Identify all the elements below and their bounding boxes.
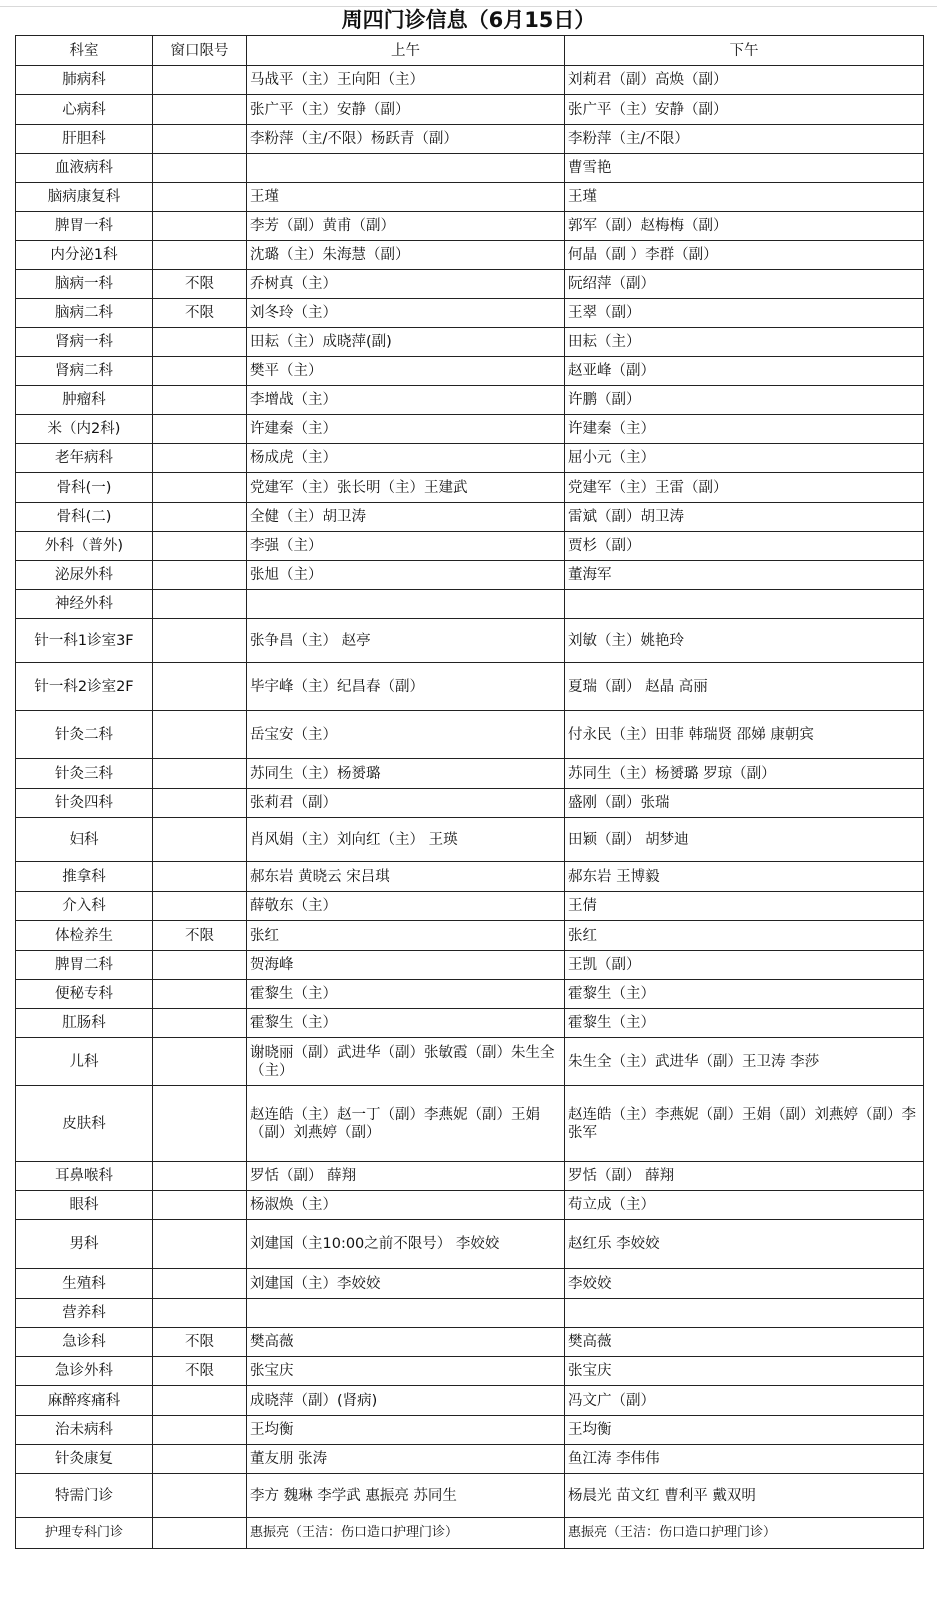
morning-doctors-cell: 王瑾 xyxy=(247,183,565,212)
window-limit-cell xyxy=(153,154,247,183)
afternoon-doctors-cell: 曹雪艳 xyxy=(565,154,924,183)
morning-doctors-cell: 张宝庆 xyxy=(247,1357,565,1386)
afternoon-doctors-cell: 王均衡 xyxy=(565,1416,924,1445)
department-cell: 脑病一科 xyxy=(16,270,153,299)
morning-doctors-cell: 乔树真（主） xyxy=(247,270,565,299)
table-row xyxy=(16,357,924,386)
department-cell: 肛肠科 xyxy=(16,1009,153,1038)
window-limit-cell xyxy=(153,183,247,212)
morning-doctors-cell: 张莉君（副） xyxy=(247,789,565,818)
window-limit-cell xyxy=(153,328,247,357)
morning-doctors-cell: 杨淑焕（主） xyxy=(247,1191,565,1220)
department-cell: 肾病二科 xyxy=(16,357,153,386)
department-cell: 针灸康复 xyxy=(16,1445,153,1474)
department-cell: 便秘专科 xyxy=(16,980,153,1009)
table-row xyxy=(16,951,924,980)
table-row xyxy=(16,299,924,328)
table-row xyxy=(16,328,924,357)
table-row xyxy=(16,1357,924,1386)
table-row xyxy=(16,759,924,789)
morning-doctors-cell: 李增战（主） xyxy=(247,386,565,415)
department-cell: 营养科 xyxy=(16,1299,153,1328)
window-limit-cell xyxy=(153,1474,247,1518)
window-limit-cell xyxy=(153,892,247,921)
window-limit-cell: 不限 xyxy=(153,299,247,328)
afternoon-doctors-cell: 夏瑞（副） 赵晶 高丽 xyxy=(565,663,924,711)
window-limit-cell xyxy=(153,759,247,789)
window-limit-cell xyxy=(153,862,247,892)
department-cell: 外科（普外) xyxy=(16,532,153,561)
window-limit-cell xyxy=(153,357,247,386)
morning-doctors-cell: 张旭（主） xyxy=(247,561,565,590)
department-cell: 推拿科 xyxy=(16,862,153,892)
header-afternoon: 下午 xyxy=(565,36,924,66)
afternoon-doctors-cell: 樊高薇 xyxy=(565,1328,924,1357)
department-cell: 针灸三科 xyxy=(16,759,153,789)
table-row xyxy=(16,619,924,663)
morning-doctors-cell: 张争昌（主） 赵亭 xyxy=(247,619,565,663)
window-limit-cell xyxy=(153,1086,247,1162)
afternoon-doctors-cell xyxy=(565,590,924,619)
department-cell: 生殖科 xyxy=(16,1269,153,1299)
afternoon-doctors-cell: 何晶（副 ）李群（副） xyxy=(565,241,924,270)
window-limit-cell xyxy=(153,1386,247,1416)
table-row xyxy=(16,711,924,759)
department-cell: 儿科 xyxy=(16,1038,153,1086)
afternoon-doctors-cell: 屈小元（主） xyxy=(565,444,924,473)
department-cell: 男科 xyxy=(16,1220,153,1269)
morning-doctors-cell: 苏同生（主）杨赟璐 xyxy=(247,759,565,789)
table-row xyxy=(16,1269,924,1299)
window-limit-cell xyxy=(153,241,247,270)
morning-doctors-cell: 成晓萍（副）(肾病) xyxy=(247,1386,565,1416)
table-row xyxy=(16,561,924,590)
window-limit-cell xyxy=(153,1191,247,1220)
table-row xyxy=(16,1518,924,1549)
department-cell: 脾胃一科 xyxy=(16,212,153,241)
window-limit-cell xyxy=(153,444,247,473)
morning-doctors-cell: 罗恬（副） 薛翔 xyxy=(247,1162,565,1191)
table-row xyxy=(16,789,924,818)
department-cell: 骨科(二) xyxy=(16,503,153,532)
department-cell: 脑病康复科 xyxy=(16,183,153,212)
department-cell: 肾病一科 xyxy=(16,328,153,357)
window-limit-cell xyxy=(153,1269,247,1299)
afternoon-doctors-cell: 李粉萍（主/不限） xyxy=(565,125,924,154)
table-row xyxy=(16,1220,924,1269)
department-cell: 泌尿外科 xyxy=(16,561,153,590)
department-cell: 介入科 xyxy=(16,892,153,921)
afternoon-doctors-cell: 霍黎生（主） xyxy=(565,980,924,1009)
department-cell: 急诊外科 xyxy=(16,1357,153,1386)
table-row xyxy=(16,1386,924,1416)
table-row xyxy=(16,386,924,415)
morning-doctors-cell: 李粉萍（主/不限）杨跃青（副） xyxy=(247,125,565,154)
window-limit-cell xyxy=(153,980,247,1009)
department-cell: 内分泌1科 xyxy=(16,241,153,270)
window-limit-cell xyxy=(153,1038,247,1086)
morning-doctors-cell: 许建秦（主） xyxy=(247,415,565,444)
morning-doctors-cell: 刘冬玲（主） xyxy=(247,299,565,328)
afternoon-doctors-cell: 张广平（主）安静（副） xyxy=(565,95,924,125)
table-row xyxy=(16,1416,924,1445)
morning-doctors-cell: 樊高薇 xyxy=(247,1328,565,1357)
morning-doctors-cell: 贺海峰 xyxy=(247,951,565,980)
window-limit-cell xyxy=(153,1009,247,1038)
table-row xyxy=(16,532,924,561)
afternoon-doctors-cell: 赵连皓（主）李燕妮（副）王娟（副）刘燕婷（副）李张军 xyxy=(565,1086,924,1162)
department-cell: 皮肤科 xyxy=(16,1086,153,1162)
table-row xyxy=(16,473,924,503)
department-cell: 体检养生 xyxy=(16,921,153,951)
window-limit-cell xyxy=(153,1445,247,1474)
afternoon-doctors-cell: 付永民（主）田菲 韩瑞贤 邵娣 康朝宾 xyxy=(565,711,924,759)
table-row xyxy=(16,1009,924,1038)
table-row xyxy=(16,503,924,532)
department-cell: 脑病二科 xyxy=(16,299,153,328)
afternoon-doctors-cell: 王倩 xyxy=(565,892,924,921)
window-limit-cell: 不限 xyxy=(153,921,247,951)
afternoon-doctors-cell: 党建军（主）王雷（副） xyxy=(565,473,924,503)
department-cell: 耳鼻喉科 xyxy=(16,1162,153,1191)
afternoon-doctors-cell: 王翠（副） xyxy=(565,299,924,328)
department-cell: 肺病科 xyxy=(16,66,153,95)
department-cell: 针灸二科 xyxy=(16,711,153,759)
table-row xyxy=(16,444,924,473)
table-row xyxy=(16,415,924,444)
afternoon-doctors-cell: 刘莉君（副）高焕（副） xyxy=(565,66,924,95)
window-limit-cell xyxy=(153,590,247,619)
window-limit-cell xyxy=(153,415,247,444)
table-row xyxy=(16,154,924,183)
department-cell: 麻醉疼痛科 xyxy=(16,1386,153,1416)
window-limit-cell: 不限 xyxy=(153,1357,247,1386)
morning-doctors-cell: 党建军（主）张长明（主）王建武 xyxy=(247,473,565,503)
afternoon-doctors-cell: 王瑾 xyxy=(565,183,924,212)
afternoon-doctors-cell: 苟立成（主） xyxy=(565,1191,924,1220)
afternoon-doctors-cell: 罗恬（副） 薛翔 xyxy=(565,1162,924,1191)
department-cell: 肝胆科 xyxy=(16,125,153,154)
department-cell: 妇科 xyxy=(16,818,153,862)
afternoon-doctors-cell: 雷斌（副）胡卫涛 xyxy=(565,503,924,532)
header-window-limit: 窗口限号 xyxy=(153,36,247,66)
afternoon-doctors-cell: 霍黎生（主） xyxy=(565,1009,924,1038)
department-cell: 护理专科门诊 xyxy=(16,1518,153,1549)
afternoon-doctors-cell: 王凯（副） xyxy=(565,951,924,980)
morning-doctors-cell: 谢晓丽（副）武进华（副）张敏霞（副）朱生全（主） xyxy=(247,1038,565,1086)
table-row xyxy=(16,1299,924,1328)
morning-doctors-cell: 霍黎生（主） xyxy=(247,980,565,1009)
afternoon-doctors-cell: 郭军（副）赵梅梅（副） xyxy=(565,212,924,241)
afternoon-doctors-cell: 赵红乐 李姣姣 xyxy=(565,1220,924,1269)
table-row xyxy=(16,862,924,892)
afternoon-doctors-cell: 鱼江涛 李伟伟 xyxy=(565,1445,924,1474)
department-cell: 针一科1诊室3F xyxy=(16,619,153,663)
window-limit-cell xyxy=(153,1162,247,1191)
morning-doctors-cell: 李强（主） xyxy=(247,532,565,561)
table-row xyxy=(16,1474,924,1518)
department-cell: 肿瘤科 xyxy=(16,386,153,415)
afternoon-doctors-cell: 阮绍萍（副） xyxy=(565,270,924,299)
window-limit-cell xyxy=(153,1416,247,1445)
morning-doctors-cell: 赵连皓（主）赵一丁（副）李燕妮（副）王娟（副）刘燕婷（副） xyxy=(247,1086,565,1162)
table-row xyxy=(16,270,924,299)
window-limit-cell xyxy=(153,66,247,95)
morning-doctors-cell: 薛敬东（主） xyxy=(247,892,565,921)
morning-doctors-cell: 岳宝安（主） xyxy=(247,711,565,759)
window-limit-cell xyxy=(153,532,247,561)
department-cell: 治未病科 xyxy=(16,1416,153,1445)
table-row xyxy=(16,1328,924,1357)
morning-doctors-cell: 惠振亮（王洁：伤口造口护理门诊） xyxy=(247,1518,565,1549)
morning-doctors-cell: 全健（主）胡卫涛 xyxy=(247,503,565,532)
window-limit-cell xyxy=(153,619,247,663)
afternoon-doctors-cell: 田耘（主） xyxy=(565,328,924,357)
table-row xyxy=(16,212,924,241)
morning-doctors-cell: 马战平（主）王向阳（主） xyxy=(247,66,565,95)
table-row xyxy=(16,95,924,125)
morning-doctors-cell: 肖风娟（主）刘向红（主） 王瑛 xyxy=(247,818,565,862)
table-row xyxy=(16,892,924,921)
department-cell: 骨科(一) xyxy=(16,473,153,503)
morning-doctors-cell: 郝东岩 黄晓云 宋吕琪 xyxy=(247,862,565,892)
department-cell: 眼科 xyxy=(16,1191,153,1220)
table-row xyxy=(16,1191,924,1220)
department-cell: 老年病科 xyxy=(16,444,153,473)
afternoon-doctors-cell: 苏同生（主）杨赟璐 罗琼（副） xyxy=(565,759,924,789)
window-limit-cell xyxy=(153,789,247,818)
table-row xyxy=(16,921,924,951)
window-limit-cell: 不限 xyxy=(153,1328,247,1357)
morning-doctors-cell xyxy=(247,1299,565,1328)
table-row xyxy=(16,1162,924,1191)
morning-doctors-cell: 田耘（主）成晓萍(副) xyxy=(247,328,565,357)
morning-doctors-cell xyxy=(247,154,565,183)
header-morning: 上午 xyxy=(247,36,565,66)
afternoon-doctors-cell: 刘敏（主）姚艳玲 xyxy=(565,619,924,663)
table-row xyxy=(16,183,924,212)
window-limit-cell xyxy=(153,561,247,590)
window-limit-cell xyxy=(153,1518,247,1549)
afternoon-doctors-cell: 冯文广（副） xyxy=(565,1386,924,1416)
window-limit-cell xyxy=(153,386,247,415)
department-cell: 急诊科 xyxy=(16,1328,153,1357)
morning-doctors-cell: 沈璐（主）朱海慧（副） xyxy=(247,241,565,270)
morning-doctors-cell: 杨成虎（主） xyxy=(247,444,565,473)
department-cell: 神经外科 xyxy=(16,590,153,619)
window-limit-cell xyxy=(153,95,247,125)
morning-doctors-cell: 樊平（主） xyxy=(247,357,565,386)
department-cell: 特需门诊 xyxy=(16,1474,153,1518)
afternoon-doctors-cell: 惠振亮（王洁：伤口造口护理门诊） xyxy=(565,1518,924,1549)
afternoon-doctors-cell: 朱生全（主）武进华（副）王卫涛 李莎 xyxy=(565,1038,924,1086)
window-limit-cell xyxy=(153,212,247,241)
afternoon-doctors-cell: 盛刚（副）张瑞 xyxy=(565,789,924,818)
table-row xyxy=(16,66,924,95)
morning-doctors-cell: 王均衡 xyxy=(247,1416,565,1445)
department-cell: 针灸四科 xyxy=(16,789,153,818)
table-row xyxy=(16,1086,924,1162)
window-limit-cell xyxy=(153,663,247,711)
table-row xyxy=(16,241,924,270)
window-limit-cell xyxy=(153,503,247,532)
department-cell: 针一科2诊室2F xyxy=(16,663,153,711)
afternoon-doctors-cell: 李姣姣 xyxy=(565,1269,924,1299)
afternoon-doctors-cell: 赵亚峰（副） xyxy=(565,357,924,386)
morning-doctors-cell: 刘建国（主）李姣姣 xyxy=(247,1269,565,1299)
afternoon-doctors-cell: 贾杉（副） xyxy=(565,532,924,561)
afternoon-doctors-cell: 田颖（副） 胡梦迪 xyxy=(565,818,924,862)
table-row xyxy=(16,980,924,1009)
morning-doctors-cell: 毕宇峰（主）纪昌春（副） xyxy=(247,663,565,711)
table-row xyxy=(16,1038,924,1086)
window-limit-cell: 不限 xyxy=(153,270,247,299)
afternoon-doctors-cell: 张红 xyxy=(565,921,924,951)
department-cell: 脾胃二科 xyxy=(16,951,153,980)
table-row xyxy=(16,818,924,862)
afternoon-doctors-cell: 郝东岩 王博毅 xyxy=(565,862,924,892)
morning-doctors-cell xyxy=(247,590,565,619)
table-row xyxy=(16,125,924,154)
afternoon-doctors-cell: 张宝庆 xyxy=(565,1357,924,1386)
morning-doctors-cell: 张广平（主）安静（副） xyxy=(247,95,565,125)
morning-doctors-cell: 李方 魏琳 李学武 惠振亮 苏同生 xyxy=(247,1474,565,1518)
table-row xyxy=(16,590,924,619)
header-row xyxy=(16,36,924,66)
department-cell: 心病科 xyxy=(16,95,153,125)
department-cell: 米（内2科) xyxy=(16,415,153,444)
afternoon-doctors-cell: 杨晨光 苗文红 曹利平 戴双明 xyxy=(565,1474,924,1518)
table-row xyxy=(16,1445,924,1474)
page-title: 周四门诊信息（6月15日） xyxy=(341,8,596,32)
header-department: 科室 xyxy=(16,36,153,66)
afternoon-doctors-cell xyxy=(565,1299,924,1328)
window-limit-cell xyxy=(153,1220,247,1269)
window-limit-cell xyxy=(153,711,247,759)
window-limit-cell xyxy=(153,1299,247,1328)
afternoon-doctors-cell: 许建秦（主） xyxy=(565,415,924,444)
afternoon-doctors-cell: 许鹏（副） xyxy=(565,386,924,415)
morning-doctors-cell: 董友朋 张涛 xyxy=(247,1445,565,1474)
morning-doctors-cell: 刘建国（主10:00之前不限号） 李姣姣 xyxy=(247,1220,565,1269)
afternoon-doctors-cell: 董海军 xyxy=(565,561,924,590)
window-limit-cell xyxy=(153,951,247,980)
table-row xyxy=(16,663,924,711)
window-limit-cell xyxy=(153,473,247,503)
window-limit-cell xyxy=(153,818,247,862)
clinic-schedule-table xyxy=(15,35,924,1549)
morning-doctors-cell: 李芳（副）黄甫（副） xyxy=(247,212,565,241)
morning-doctors-cell: 霍黎生（主） xyxy=(247,1009,565,1038)
morning-doctors-cell: 张红 xyxy=(247,921,565,951)
department-cell: 血液病科 xyxy=(16,154,153,183)
window-limit-cell xyxy=(153,125,247,154)
